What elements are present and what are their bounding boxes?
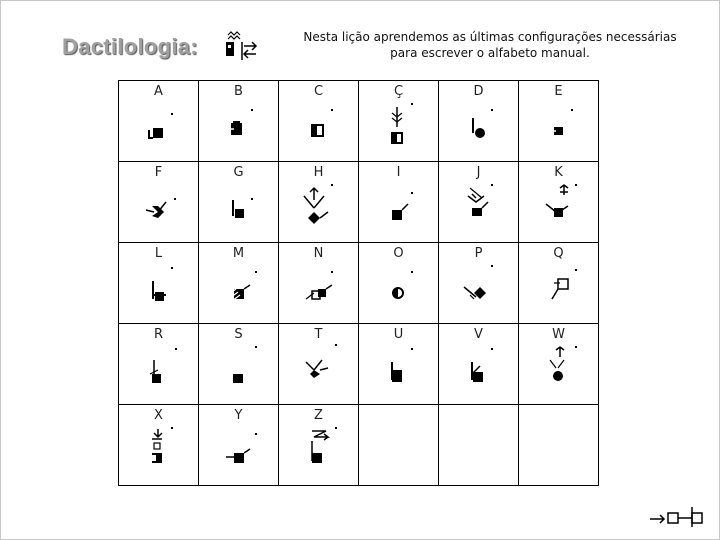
grid-row xyxy=(119,243,599,324)
letter-label: N xyxy=(313,246,324,261)
cell-j xyxy=(439,162,519,243)
intro-line-2-prefix: para escrever o xyxy=(390,46,488,60)
handshape-e-icon xyxy=(540,103,580,153)
letter-label: C xyxy=(313,84,324,99)
empty-cell xyxy=(519,405,599,486)
intro-line-2-suffix: . xyxy=(586,46,590,60)
letter-label: Z xyxy=(314,408,323,423)
handshape-k-icon xyxy=(540,184,580,234)
letter-label: H xyxy=(313,165,324,180)
letter-label: Ç xyxy=(393,84,404,99)
handshape-c-cedilla-icon xyxy=(380,103,420,153)
grid-row xyxy=(119,81,599,162)
handshape-b-icon xyxy=(220,103,260,153)
letter-label: R xyxy=(153,327,164,342)
grid-row xyxy=(119,405,599,486)
letter-label: Y xyxy=(234,408,243,423)
letter-label: I xyxy=(396,165,401,180)
handshape-s-icon xyxy=(220,346,260,396)
handshape-r-icon xyxy=(140,346,180,396)
letter-label: X xyxy=(154,408,163,423)
handshape-p-icon xyxy=(460,265,500,315)
handshape-g-icon xyxy=(220,184,260,234)
handshape-h-icon xyxy=(300,184,340,234)
handshape-t-icon xyxy=(300,346,340,396)
handshape-w-icon xyxy=(540,346,580,396)
handshape-m-icon xyxy=(220,265,260,315)
cell-n xyxy=(279,243,359,324)
letter-label: O xyxy=(393,246,404,261)
letter-label: B xyxy=(234,84,243,99)
cell-d xyxy=(439,81,519,162)
cell-m xyxy=(199,243,279,324)
handshape-x-icon xyxy=(140,427,180,477)
signwriting-header-icon xyxy=(222,30,262,64)
empty-cell xyxy=(439,405,519,486)
grid-row xyxy=(119,162,599,243)
handshape-f-icon xyxy=(140,184,180,234)
cell-q xyxy=(519,243,599,324)
letter-label: G xyxy=(233,165,244,180)
cell-p xyxy=(439,243,519,324)
intro-line-2 xyxy=(292,45,688,61)
cell-e xyxy=(519,81,599,162)
handshape-i-icon xyxy=(380,184,420,234)
letter-label: J xyxy=(476,165,481,180)
letter-label: U xyxy=(393,327,404,342)
cell-v xyxy=(439,324,519,405)
letter-label: F xyxy=(154,165,163,180)
letter-label: P xyxy=(474,246,483,261)
intro-text xyxy=(292,29,688,61)
handshape-l-icon xyxy=(140,265,180,315)
cell-f xyxy=(119,162,199,243)
cell-w xyxy=(519,324,599,405)
handshape-u-icon xyxy=(380,346,420,396)
grid-row xyxy=(119,324,599,405)
next-page-arrow-icon[interactable] xyxy=(646,503,708,531)
handshape-v-icon xyxy=(460,346,500,396)
handshape-d-icon xyxy=(460,103,500,153)
letter-label: K xyxy=(554,165,563,180)
intro-emphasis: alfabeto manual xyxy=(487,46,586,60)
cell-y xyxy=(199,405,279,486)
cell-b xyxy=(199,81,279,162)
cell-i xyxy=(359,162,439,243)
cell-a xyxy=(119,81,199,162)
cell-l xyxy=(119,243,199,324)
intro-line-1: Nesta lição aprendemos as últimas configurações necessárias xyxy=(303,30,677,44)
cell-u xyxy=(359,324,439,405)
letter-label: D xyxy=(473,84,484,99)
handshape-q-icon xyxy=(540,265,580,315)
letter-label: Q xyxy=(553,246,564,261)
letter-label: L xyxy=(154,246,163,261)
letter-label: E xyxy=(554,84,563,99)
cell-s xyxy=(199,324,279,405)
handshape-c-icon xyxy=(300,103,340,153)
letter-label: W xyxy=(552,327,565,342)
cell-t xyxy=(279,324,359,405)
handshape-a-icon xyxy=(140,103,180,153)
letter-label: V xyxy=(474,327,483,342)
cell-g xyxy=(199,162,279,243)
cell-x xyxy=(119,405,199,486)
handshape-o-icon xyxy=(380,265,420,315)
cell-c xyxy=(279,81,359,162)
cell-o xyxy=(359,243,439,324)
handshape-j-icon xyxy=(460,184,500,234)
empty-cell xyxy=(359,405,439,486)
handshape-z-icon xyxy=(300,427,340,477)
handshape-y-icon xyxy=(220,427,260,477)
letter-label: T xyxy=(314,327,323,342)
cell-c-cedilla xyxy=(359,81,439,162)
alphabet-grid xyxy=(118,80,599,486)
cell-k xyxy=(519,162,599,243)
letter-label: S xyxy=(234,327,243,342)
letter-label: A xyxy=(154,84,163,99)
letter-label: M xyxy=(232,246,245,261)
cell-r xyxy=(119,324,199,405)
cell-h xyxy=(279,162,359,243)
handshape-n-icon xyxy=(300,265,340,315)
page-title: Dactilologia: xyxy=(62,34,198,59)
cell-z xyxy=(279,405,359,486)
